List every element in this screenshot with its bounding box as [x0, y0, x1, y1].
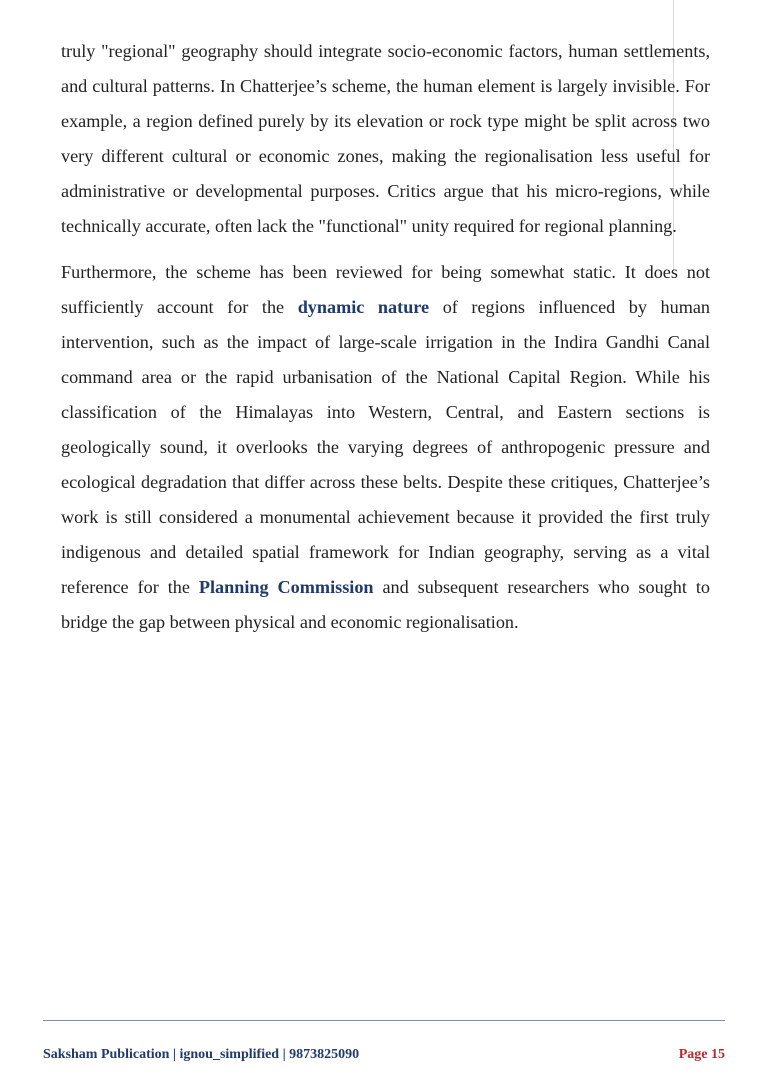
paragraph-1: [61, 34, 710, 244]
footer-publisher: Saksham Publication | ignou_simplified | 9873825090: [43, 1047, 360, 1062]
footer-divider: [43, 1020, 725, 1021]
page-number: Page 15: [678, 1047, 725, 1062]
paragraph-2-text-c: of regions influenced by human intervention, such as the impact of large-scale irrigation in the Indira Gandhi Canal command area or the rapid urbanisation of the National Capital Region. While his classification of the Himalayas into Western, Central, and Eastern sections is geologically sound, it overlooks the varying degrees of anthropogenic pressure and ecological degradation that differ across these belts. Despite these critiques, Chatterjee’s work is still considered a monumental achievement because it provided the first truly indigenous and detailed spatial framework for Indian geography, serving as a vital reference for the: [61, 297, 711, 597]
highlight-planning-commission: Planning Commission: [198, 577, 374, 597]
paragraph-2-text-a: Furthermore, the scheme has been reviewed for being somewhat static. It does not sufficiently account for the: [61, 262, 710, 317]
paragraph-1-text: truly "regional" geography should integrate socio-economic factors, human settlements, and cultural patterns. In Chatterjee’s scheme, the human element is largely invisible. For example, a region defined purely by its elevation or rock type might be split across two very different cultural or economic zones, making the regionalisation less useful for administrative or developmental purposes. Critics argue that his micro-regions, while technically accurate, often lack the "functional" unity required for regional planning.: [61, 41, 710, 236]
paragraph-2-text-e: and subsequent researchers who sought to bridge the gap between physical and economic regionalisation.: [61, 577, 710, 632]
highlight-dynamic-nature: dynamic nature: [297, 297, 430, 317]
paragraph-2: [61, 255, 710, 640]
page-content: [61, 34, 710, 651]
